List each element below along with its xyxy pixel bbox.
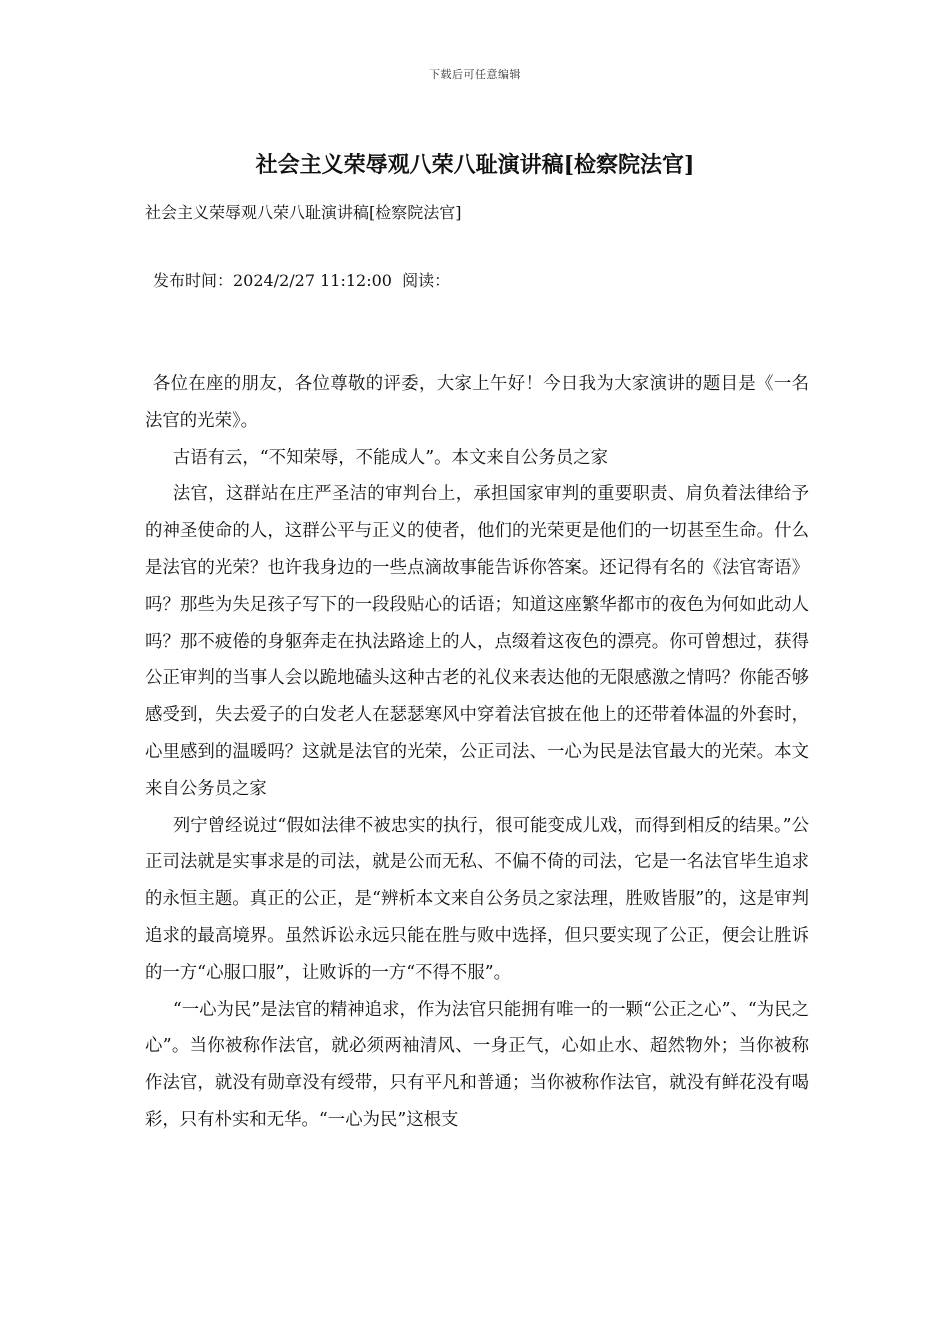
body-paragraph: 各位在座的朋友，各位尊敬的评委，大家上午好！今日我为大家演讲的题目是《一名法官的光荣》。 [145,374,809,431]
document-title: 社会主义荣辱观八荣八耻演讲稿[检察院法官] [255,152,695,178]
document-body [145,366,809,1139]
publish-meta: 发布时间：2024/2/27 11:12:00 阅读： [153,271,451,290]
body-paragraph: 列宁曾经说过“假如法律不被忠实的执行，很可能变成儿戏，而得到相反的结果。”公正司法就是实事求是的司法，就是公而无私、不偏不倚的司法，它是一名法官毕生追求的永恒主题。真正的公正，是“辨析本文来自公务员之家法理，胜败皆服”的，这是审判追求的最高境界。虽然诉讼永远只能在胜与败中选择，但只要实现了公正，便会让胜诉的一方“心服口服”，让败诉的一方“不得不服”。 [145,815,809,983]
document-subtitle: 社会主义荣辱观八荣八耻演讲稿[检察院法官] [145,203,462,222]
body-paragraph: 法官，这群站在庄严圣洁的审判台上，承担国家审判的重要职责、肩负着法律给予的神圣使命的人，这群公平与正义的使者，他们的光荣更是他们的一切甚至生命。什么是法官的光荣？也许我身边的一些点滴故事能告诉你答案。还记得有名的《法官寄语》吗？那些为失足孩子写下的一段段贴心的话语；知道这座繁华都市的夜色为何如此动人吗？那不疲倦的身躯奔走在执法路途上的人，点缀着这夜色的漂亮。你可曾想过，获得公正审判的当事人会以跪地磕头这种古老的礼仪来表达他的无限感激之情吗？你能否够感受到，失去爱子的白发老人在瑟瑟寒风中穿着法官披在他上的还带着体温的外套时，心里感到的温暖吗？这就是法官的光荣，公正司法、一心为民是法官最大的光荣。本文来自公务员之家 [145,484,809,799]
body-paragraph: 古语有云，“不知荣辱，不能成人”。本文来自公务员之家 [172,447,608,468]
page-header-note: 下载后可任意编辑 [429,68,521,81]
body-paragraph: “一心为民”是法官的精神追求，作为法官只能拥有唯一的一颗“公正之心”、“为民之心”。当你被称作法官，就必须两袖清风、一身正气，心如止水、超然物外；当你被称作法官，就没有勋章没有绶带，只有平凡和普通；当你被称作法官，就没有鲜花没有喝彩，只有朴实和无华。“一心为民”这根支 [145,999,809,1130]
